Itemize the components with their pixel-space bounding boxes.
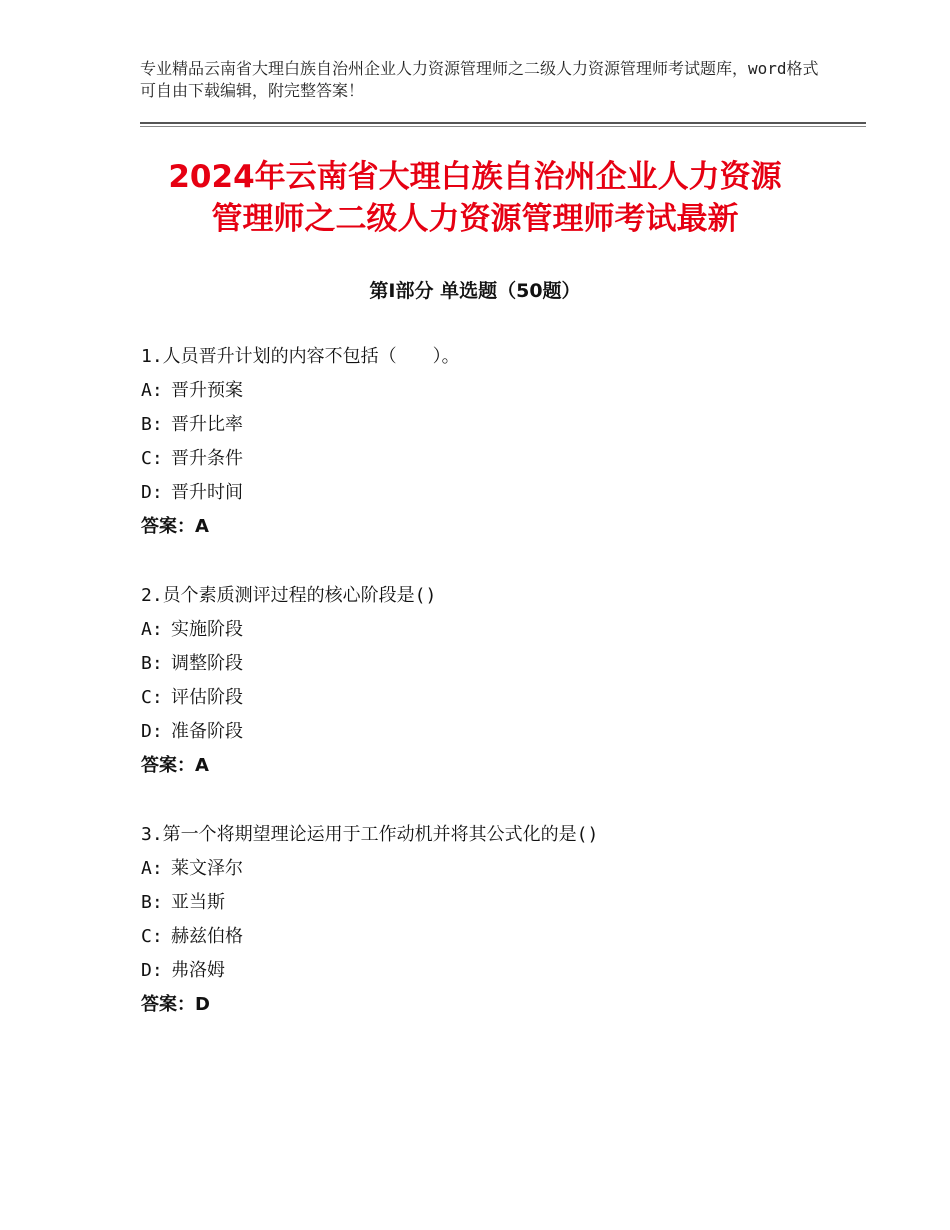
option-text: 莱文泽尔 <box>171 858 243 879</box>
answer-line <box>141 510 861 544</box>
option-d <box>141 954 861 988</box>
answer-label: 答案： <box>141 516 195 537</box>
option-text: 晋升预案 <box>171 380 243 401</box>
option-a <box>141 852 861 886</box>
option-letter: C: <box>141 926 163 947</box>
question-3 <box>141 818 861 1022</box>
header-note: 专业精品云南省大理白族自治州企业人力资源管理师之二级人力资源管理师考试题库，word格式可自由下载编辑，附完整答案！ <box>140 59 819 100</box>
option-letter: A: <box>141 858 163 879</box>
option-c <box>141 442 861 476</box>
option-text: 弗洛姆 <box>171 960 225 981</box>
option-b <box>141 886 861 920</box>
answer-label: 答案： <box>141 755 195 776</box>
answer-value: A <box>195 516 209 537</box>
option-letter: B: <box>141 414 163 435</box>
question-stem: 3.第一个将期望理论运用于工作动机并将其公式化的是() <box>141 824 599 845</box>
document-title-line-2: 管理师之二级人力资源管理师考试最新 <box>211 201 739 237</box>
header-divider <box>140 122 866 124</box>
option-letter: D: <box>141 721 163 742</box>
section-heading: 第Ⅰ部分 单选题（50题） <box>369 280 581 302</box>
question-1 <box>141 340 861 544</box>
option-text: 晋升条件 <box>171 448 243 469</box>
document-title-line-1: 2024年云南省大理白族自治州企业人力资源 <box>168 159 782 195</box>
option-text: 准备阶段 <box>171 721 243 742</box>
question-stem: 1.人员晋升计划的内容不包括（ ）。 <box>141 346 460 367</box>
question-2 <box>141 579 861 783</box>
answer-line <box>141 749 861 783</box>
option-d <box>141 476 861 510</box>
option-b <box>141 408 861 442</box>
option-text: 赫兹伯格 <box>171 926 243 947</box>
answer-value: D <box>195 994 210 1015</box>
option-letter: B: <box>141 892 163 913</box>
option-text: 亚当斯 <box>171 892 225 913</box>
option-a <box>141 374 861 408</box>
question-stem: 2.员个素质测评过程的核心阶段是() <box>141 585 437 606</box>
option-letter: D: <box>141 482 163 503</box>
option-c <box>141 920 861 954</box>
option-letter: C: <box>141 448 163 469</box>
option-text: 实施阶段 <box>171 619 243 640</box>
option-letter: D: <box>141 960 163 981</box>
option-c <box>141 681 861 715</box>
option-text: 晋升比率 <box>171 414 243 435</box>
answer-label: 答案： <box>141 994 195 1015</box>
option-d <box>141 715 861 749</box>
header-divider-thin <box>140 126 866 127</box>
option-text: 评估阶段 <box>171 687 243 708</box>
option-letter: A: <box>141 380 163 401</box>
option-text: 调整阶段 <box>171 653 243 674</box>
option-letter: C: <box>141 687 163 708</box>
answer-value: A <box>195 755 209 776</box>
option-text: 晋升时间 <box>171 482 243 503</box>
document-title <box>100 156 850 240</box>
option-b <box>141 647 861 681</box>
option-a <box>141 613 861 647</box>
option-letter: B: <box>141 653 163 674</box>
option-letter: A: <box>141 619 163 640</box>
answer-line <box>141 988 861 1022</box>
